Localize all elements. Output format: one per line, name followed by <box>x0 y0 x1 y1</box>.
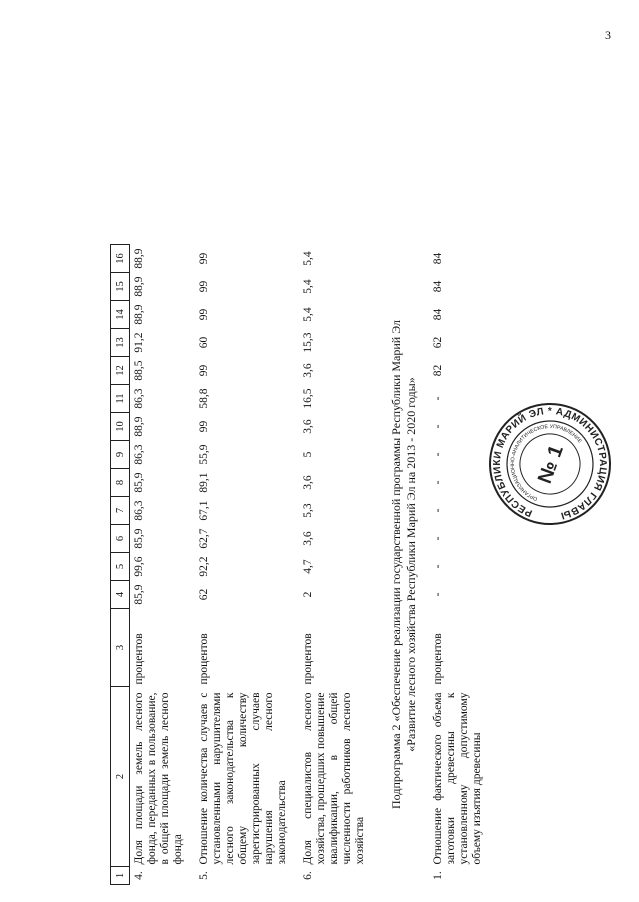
value-cell: 84 <box>432 252 444 265</box>
value-cell: 3,6 <box>302 363 314 378</box>
value-cell: 86,3 <box>133 500 145 521</box>
unit-of-measure: процентов <box>198 633 210 685</box>
value-cell: 16,5 <box>302 388 314 409</box>
value-cell: 99 <box>198 364 210 377</box>
value-cell: - <box>432 396 444 401</box>
table-body <box>130 245 378 885</box>
unit-of-measure: процентов <box>133 633 145 685</box>
value-cell: - <box>432 536 444 541</box>
stamp-ring-text: РЕСПУБЛИКИ МАРИЙ ЭЛ * АДМИНИСТРАЦИЯ ГЛАВЫ <box>491 405 609 521</box>
stamp-number: № 1 <box>533 442 568 487</box>
row-number: 5. <box>198 871 210 880</box>
value-cell: 62 <box>198 588 210 601</box>
table-row <box>195 245 299 885</box>
value-cell: 99 <box>198 420 210 433</box>
value-cell: 3,6 <box>302 419 314 434</box>
column-number: 1 <box>111 867 130 885</box>
value-cell: 84 <box>432 280 444 293</box>
value-cell: - <box>432 452 444 457</box>
indicator-name: Отношение количества случаев с установленными нарушителями лесного законодательства к общему количеству зарегистрированных случаев нарушения лесного законодательства <box>198 692 288 865</box>
value-cell: 88,9 <box>133 416 145 437</box>
value-cell: 3,6 <box>302 475 314 490</box>
value-cell: - <box>432 592 444 597</box>
column-number: 9 <box>111 441 130 469</box>
column-number: 15 <box>111 273 130 301</box>
table-row <box>299 245 377 885</box>
value-cell: 88,9 <box>133 304 145 325</box>
value-cell: - <box>432 508 444 513</box>
indicators-table <box>110 244 494 885</box>
column-number: 16 <box>111 245 130 273</box>
column-number: 3 <box>111 609 130 687</box>
value-cell: 99,6 <box>133 556 145 577</box>
value-cell: 5,3 <box>302 503 314 518</box>
column-number: 6 <box>111 525 130 553</box>
subprogram-title-line2: «Развитие лесного хозяйства Республики Марий Эл на 2013 - 2020 годы» <box>404 377 418 752</box>
value-cell: 15,3 <box>302 332 314 353</box>
value-cell: 99 <box>198 308 210 321</box>
value-cell: 62 <box>432 336 444 349</box>
value-cell: 92,2 <box>198 556 210 577</box>
value-cell: 5,4 <box>302 279 314 294</box>
value-cell: 2 <box>302 591 314 598</box>
table-row <box>130 245 196 885</box>
row-number: 4. <box>133 871 145 880</box>
value-cell: 62,7 <box>198 528 210 549</box>
round-seal-stamp <box>488 402 612 526</box>
value-cell: 86,3 <box>133 444 145 465</box>
table-header-row <box>111 245 130 885</box>
column-number: 10 <box>111 413 130 441</box>
value-cell: 82 <box>432 364 444 377</box>
page-number: 3 <box>605 28 611 42</box>
value-cell: 60 <box>198 336 210 349</box>
value-cell: 58,8 <box>198 388 210 409</box>
column-number: 8 <box>111 469 130 497</box>
value-cell: 99 <box>198 252 210 265</box>
value-cell: - <box>432 424 444 429</box>
column-number: 12 <box>111 357 130 385</box>
column-number: 2 <box>111 687 130 867</box>
value-cell: 85,9 <box>133 528 145 549</box>
table-row <box>429 245 494 885</box>
indicator-name: Отношение фактического объема заготовки древесины к установленному допустимому объему изъятия древесины <box>432 692 483 865</box>
value-cell: 88,5 <box>133 360 145 381</box>
value-cell: 55,9 <box>198 444 210 465</box>
column-number: 14 <box>111 301 130 329</box>
value-cell: 88,9 <box>133 276 145 297</box>
row-number: 6. <box>302 871 314 880</box>
column-number: 5 <box>111 553 130 581</box>
subprogram-title-line1: Подпрограмма 2 «Обеспечение реализации государственной программы Республики Марий Эл <box>389 320 403 809</box>
column-number: 7 <box>111 497 130 525</box>
unit-of-measure: процентов <box>302 633 314 685</box>
row-number: 1. <box>432 871 444 880</box>
value-cell: 84 <box>432 308 444 321</box>
value-cell: 89,1 <box>198 472 210 493</box>
value-cell: 91,2 <box>133 332 145 353</box>
value-cell: 5,4 <box>302 307 314 322</box>
subprogram-header <box>377 245 429 885</box>
value-cell: 67,1 <box>198 500 210 521</box>
stamp-inner-text: ОРГАНИЗАЦИОННО-АНАЛИТИЧЕСКОЕ УПРАВЛЕНИЕ <box>509 423 583 502</box>
value-cell: 3,6 <box>302 531 314 546</box>
indicator-name: Доля площади земель лесного фонда, переданных в пользование, в общей площади земель лесного фонда <box>133 692 184 865</box>
value-cell: 4,7 <box>302 559 314 574</box>
subprogram-table-body <box>429 245 494 885</box>
value-cell: 99 <box>198 280 210 293</box>
value-cell: - <box>432 564 444 569</box>
value-cell: 5,4 <box>302 251 314 266</box>
column-number: 4 <box>111 581 130 609</box>
column-number: 11 <box>111 385 130 413</box>
value-cell: 85,9 <box>133 472 145 493</box>
column-number: 13 <box>111 329 130 357</box>
value-cell: 85,9 <box>133 584 145 605</box>
value-cell: 86,3 <box>133 388 145 409</box>
value-cell: 5 <box>302 451 314 458</box>
value-cell: 88,9 <box>133 248 145 269</box>
unit-of-measure: процентов <box>432 633 444 685</box>
indicator-name: Доля специалистов лесного хозяйства, прошедших повышение квалификации, в общей численности работников лесного хозяйства <box>302 692 366 865</box>
value-cell: - <box>432 480 444 485</box>
